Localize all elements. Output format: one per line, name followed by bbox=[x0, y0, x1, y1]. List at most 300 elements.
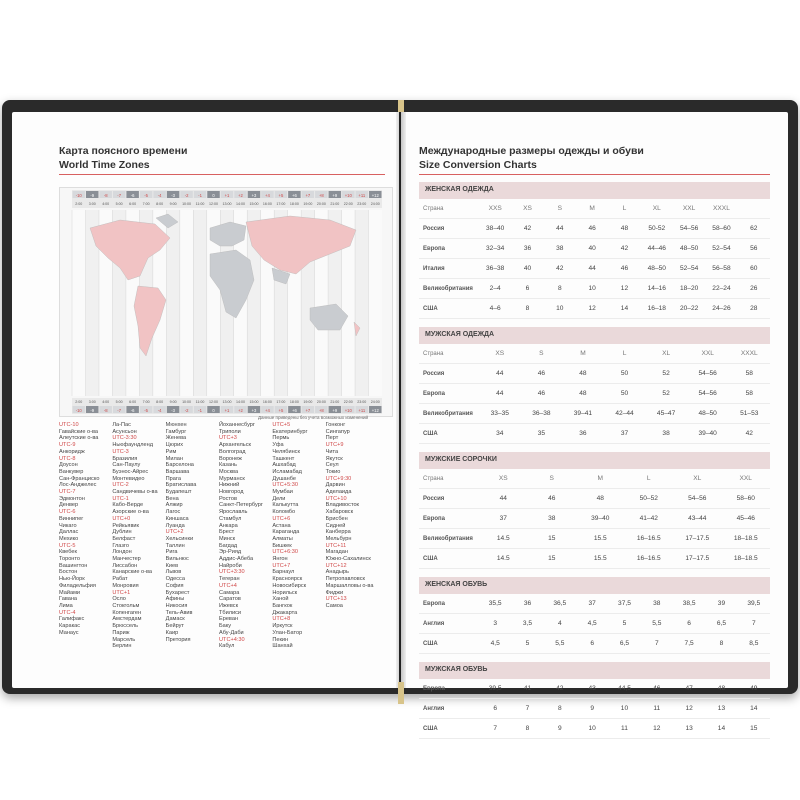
row-cells bbox=[479, 370, 770, 377]
city-name: Барселона bbox=[165, 462, 194, 469]
table-row bbox=[419, 259, 770, 279]
utc-offset-label: UTC+9 bbox=[325, 442, 344, 449]
size-cell: 42–44 bbox=[615, 410, 634, 417]
size-cell: 8 bbox=[719, 640, 724, 647]
city-name: Хельсинки bbox=[165, 535, 194, 542]
map-graphic bbox=[60, 188, 392, 416]
row-cells bbox=[479, 600, 770, 607]
city-name: Владивосток bbox=[325, 502, 360, 509]
row-label: Европа bbox=[423, 600, 445, 607]
city-name: Ханой bbox=[272, 596, 289, 603]
size-cell: 52–54 bbox=[712, 245, 731, 252]
top-offset-label: -10 bbox=[75, 193, 82, 198]
city-name: Гонконг bbox=[325, 422, 346, 428]
size-cell: 44 bbox=[496, 390, 504, 397]
top-offset-label: +1 bbox=[224, 193, 230, 198]
city-column bbox=[219, 422, 271, 650]
size-cell: 37 bbox=[499, 515, 507, 522]
size-cell: 7 bbox=[525, 705, 530, 712]
top-time-label: 14:00 bbox=[235, 202, 245, 206]
size-cell: 56 bbox=[750, 245, 758, 252]
city-name: Санкт-Петербург bbox=[218, 502, 263, 509]
city-name: Бангкок bbox=[272, 602, 293, 609]
top-time-label: 9:00 bbox=[169, 202, 177, 206]
size-cell: XL bbox=[693, 475, 702, 482]
city-name: Монтевидео bbox=[112, 475, 145, 482]
size-cell: 12 bbox=[620, 285, 629, 292]
utc-offset-label: UTC+8 bbox=[272, 616, 291, 623]
size-cell: 39,5 bbox=[488, 685, 502, 692]
city-name: Аделаида bbox=[325, 489, 352, 496]
size-cell: 42 bbox=[745, 430, 753, 437]
size-cell: 16–16.5 bbox=[636, 535, 661, 542]
row-label: Страна bbox=[423, 205, 444, 212]
city-name: Львов bbox=[165, 569, 182, 576]
left-page bbox=[12, 112, 399, 688]
row-label: Великобритания bbox=[423, 410, 473, 417]
bottom-time-label: 12:00 bbox=[209, 400, 219, 404]
city-name: Гавайские о-ва bbox=[59, 428, 98, 435]
size-cell: 15 bbox=[548, 535, 556, 542]
size-cell: 15.5 bbox=[593, 555, 607, 562]
city-name: Чита bbox=[325, 448, 339, 455]
city-name: Сан-Паулу bbox=[112, 462, 141, 469]
bottom-offset-label: -6 bbox=[130, 408, 135, 413]
city-name: Челябинск bbox=[272, 448, 300, 455]
city-name: Каракас bbox=[59, 623, 81, 630]
row-label: Европа bbox=[423, 685, 445, 692]
city-name: Улан-Батор bbox=[272, 629, 303, 636]
city-name: Лима bbox=[59, 602, 73, 609]
size-cell: 18–18.5 bbox=[733, 535, 758, 542]
bottom-time-label: 6:00 bbox=[129, 400, 137, 404]
table-row bbox=[419, 299, 770, 319]
city-name: Ижевск bbox=[218, 602, 239, 609]
size-cell: 17–17.5 bbox=[685, 555, 710, 562]
utc-offset-label: UTC+9:30 bbox=[325, 475, 352, 482]
size-cell: XXL bbox=[739, 475, 752, 482]
size-cell: XL bbox=[652, 205, 661, 212]
city-name: Одесса bbox=[165, 576, 185, 583]
bottom-offset-label: +8 bbox=[318, 408, 324, 413]
top-offset-label: +3 bbox=[251, 193, 257, 198]
city-name: Норильск bbox=[272, 589, 298, 596]
size-cell: 42 bbox=[556, 685, 564, 692]
row-cells bbox=[479, 410, 770, 417]
size-cell: XS bbox=[498, 475, 508, 482]
bottom-time-label: 16:00 bbox=[262, 400, 272, 404]
utc-offset-label: UTC+7 bbox=[272, 562, 291, 569]
city-name: Токио bbox=[325, 468, 341, 475]
bottom-time-label: 3:00 bbox=[88, 400, 96, 404]
utc-offset-label: UTC-8 bbox=[59, 455, 76, 462]
bottom-offset-label: +5 bbox=[278, 408, 284, 413]
city-name: Доусон bbox=[59, 462, 78, 469]
city-name: Лагос bbox=[165, 509, 181, 516]
city-name: Буэнос-Айрес bbox=[112, 468, 149, 475]
bottom-time-label: 24:00 bbox=[370, 400, 380, 404]
utc-offset-label: UTC+0 bbox=[112, 515, 131, 522]
city-name: Аддис-Абеба bbox=[218, 556, 254, 563]
utc-offset-label: UTC+4:30 bbox=[218, 636, 245, 643]
city-name: Киев bbox=[165, 562, 179, 569]
top-offset-label: +5 bbox=[278, 193, 284, 198]
table-row bbox=[419, 279, 770, 299]
size-cell: 14 bbox=[750, 705, 758, 712]
top-time-label: 6:00 bbox=[129, 202, 137, 206]
size-cell: 56–58 bbox=[712, 265, 731, 272]
city-name: Ростов bbox=[218, 495, 237, 502]
utc-offset-label: UTC+5:30 bbox=[272, 482, 298, 489]
city-name: Афины bbox=[165, 596, 185, 603]
size-cell: 44 bbox=[496, 370, 504, 377]
city-name: Никосия bbox=[165, 602, 188, 609]
size-cell: 37,5 bbox=[618, 600, 631, 607]
size-cell: 46 bbox=[548, 495, 556, 502]
size-cell: M bbox=[580, 350, 586, 357]
city-name: Барнаул bbox=[272, 569, 295, 576]
size-cell: 22–24 bbox=[712, 285, 731, 292]
row-label: США bbox=[423, 305, 438, 312]
bottom-offset-label: -2 bbox=[184, 408, 189, 413]
city-name: Уфа bbox=[272, 442, 284, 449]
city-name: Душанбе bbox=[272, 475, 296, 482]
city-name: Квебек bbox=[59, 549, 77, 556]
size-cell: S bbox=[549, 475, 554, 482]
bottom-time-label: 7:00 bbox=[142, 400, 150, 404]
size-cell: 14.5 bbox=[496, 535, 510, 542]
size-cell: 62 bbox=[750, 225, 758, 232]
top-offset-label: +11 bbox=[358, 193, 366, 198]
city-column bbox=[59, 422, 111, 650]
city-name: Ла-Пас bbox=[112, 422, 131, 428]
size-cell: 3,5 bbox=[522, 620, 533, 627]
utc-offset-label: UTC+10 bbox=[325, 495, 347, 502]
size-cell: L bbox=[622, 205, 627, 212]
city-name: Баку bbox=[218, 623, 232, 630]
top-offset-label: +4 bbox=[265, 193, 270, 198]
row-cells bbox=[479, 640, 770, 647]
city-name: Казань bbox=[218, 462, 237, 469]
size-cell: 38 bbox=[548, 515, 556, 522]
top-offset-label: -1 bbox=[198, 193, 202, 198]
table-row bbox=[419, 219, 770, 239]
top-time-label: 22:00 bbox=[343, 202, 353, 206]
city-name: Будапешт bbox=[165, 489, 192, 496]
city-list bbox=[59, 422, 379, 650]
size-cell: 37 bbox=[588, 600, 596, 607]
row-cells bbox=[479, 535, 770, 542]
size-cell: XXS bbox=[488, 205, 502, 212]
row-cells bbox=[479, 725, 770, 732]
city-name: Сеул bbox=[325, 462, 339, 469]
row-label: Великобритания bbox=[423, 535, 473, 542]
row-label: Великобритания bbox=[423, 285, 473, 292]
row-cells bbox=[479, 705, 770, 712]
utc-offset-label: UTC+3:30 bbox=[218, 569, 245, 576]
utc-offset-label: UTC+4 bbox=[218, 582, 237, 589]
size-cell: 48 bbox=[579, 390, 587, 397]
city-name: Киншаса bbox=[165, 515, 189, 522]
size-cell: 52 bbox=[662, 390, 670, 397]
size-cell: 50 bbox=[620, 390, 629, 397]
size-cell: 38,5 bbox=[682, 600, 696, 607]
city-name: Волгоград bbox=[218, 448, 246, 455]
top-time-label: 20:00 bbox=[316, 202, 326, 206]
size-cell: 60 bbox=[750, 265, 758, 272]
size-table bbox=[419, 327, 770, 444]
city-name: Лондон bbox=[112, 549, 132, 556]
city-name: Париж bbox=[112, 629, 130, 636]
city-name: Бухарест bbox=[165, 589, 190, 596]
utc-offset-label: UTC+11 bbox=[325, 542, 347, 549]
city-name: Анкара bbox=[218, 522, 238, 529]
top-offset-label: -8 bbox=[103, 193, 108, 198]
size-cell: 6 bbox=[590, 640, 594, 647]
city-name: Дамаск bbox=[165, 616, 185, 623]
row-cells bbox=[479, 265, 770, 272]
table-header-row bbox=[419, 344, 770, 364]
size-cell: 43 bbox=[588, 685, 596, 692]
utc-offset-label: UTC-6 bbox=[59, 509, 76, 516]
size-cell: 15 bbox=[750, 725, 758, 732]
city-name: Нью-Йорк bbox=[59, 576, 85, 583]
table-title: МУЖСКИЕ СОРОЧКИ bbox=[419, 452, 770, 469]
size-cell: 39–40 bbox=[591, 515, 610, 522]
size-cell: 46 bbox=[537, 390, 546, 397]
top-offset-label: +7 bbox=[305, 193, 311, 198]
size-cell: XXXL bbox=[740, 350, 758, 357]
size-cell: 42 bbox=[620, 245, 629, 252]
city-name: Торонто bbox=[59, 556, 81, 563]
size-cell: 11 bbox=[653, 705, 661, 712]
city-name: Виннипег bbox=[59, 515, 84, 522]
city-name: Бейрут bbox=[165, 623, 184, 630]
size-cell: 49 bbox=[750, 685, 758, 692]
row-cells bbox=[479, 285, 770, 292]
city-name: Прага bbox=[165, 475, 181, 482]
row-label: Россия bbox=[423, 370, 445, 377]
city-name: Петропавловск bbox=[325, 576, 365, 583]
city-name: Воронеж bbox=[218, 455, 242, 462]
city-name: Маршалловы о-ва bbox=[325, 582, 374, 589]
size-cell: 50–52 bbox=[639, 495, 658, 502]
size-cell: M bbox=[597, 475, 603, 482]
size-cell: 16–18 bbox=[647, 305, 666, 312]
city-name: Канарские о-ва bbox=[112, 569, 153, 576]
city-name: Анкоридж bbox=[59, 448, 85, 455]
city-name: Архангельск bbox=[218, 442, 251, 449]
size-cell: 36–38 bbox=[532, 410, 551, 417]
title-underline bbox=[59, 174, 385, 175]
size-cell: 47 bbox=[685, 685, 693, 692]
table-title: МУЖСКАЯ ОДЕЖДА bbox=[419, 327, 770, 344]
row-cells bbox=[479, 475, 770, 482]
bottom-time-label: 21:00 bbox=[330, 400, 340, 404]
size-cell: 24–26 bbox=[712, 305, 731, 312]
table-row bbox=[419, 489, 770, 509]
size-cell: 12 bbox=[588, 305, 596, 312]
table-row bbox=[419, 239, 770, 259]
city-name: Брисбен bbox=[325, 515, 348, 522]
row-cells bbox=[479, 390, 770, 397]
size-cell: 5,5 bbox=[555, 640, 565, 647]
utc-offset-label: UTC+5 bbox=[272, 422, 291, 428]
top-time-label: 19:00 bbox=[303, 202, 313, 206]
city-column bbox=[166, 422, 218, 650]
size-table bbox=[419, 452, 770, 569]
city-name: Вашингтон bbox=[59, 562, 88, 569]
utc-offset-label: UTC+6:30 bbox=[272, 549, 298, 556]
size-cell: 46 bbox=[653, 685, 661, 692]
top-time-label: 21:00 bbox=[330, 202, 340, 206]
city-name: Триполи bbox=[218, 428, 241, 435]
utc-offset-label: UTC+1 bbox=[112, 589, 131, 596]
bottom-time-label: 18:00 bbox=[289, 400, 299, 404]
size-cell: 48 bbox=[596, 495, 604, 502]
city-name: Самара bbox=[218, 589, 240, 596]
city-name: Рим bbox=[165, 448, 177, 455]
size-cell: 33–35 bbox=[490, 410, 509, 417]
city-name: Ашхабад bbox=[272, 462, 296, 469]
size-cell: S bbox=[557, 205, 563, 212]
top-offset-label: -4 bbox=[157, 193, 162, 198]
city-name: Галифакс bbox=[59, 616, 85, 623]
size-cell: 54–56 bbox=[688, 495, 707, 502]
bottom-offset-label: +3 bbox=[251, 408, 257, 413]
city-name: Алеутские о-ва bbox=[59, 435, 99, 442]
size-cell: 13 bbox=[717, 705, 726, 712]
city-name: Кабул bbox=[218, 643, 235, 650]
utc-offset-label: UTC-9 bbox=[59, 442, 76, 449]
top-time-label: 12:00 bbox=[209, 202, 219, 206]
size-cell: 6,5 bbox=[619, 640, 630, 647]
size-cell: 44–46 bbox=[647, 245, 666, 252]
city-name: Стамбул bbox=[218, 515, 242, 522]
bottom-offset-label: -5 bbox=[144, 408, 148, 413]
bottom-time-label: 4:00 bbox=[102, 400, 110, 404]
city-name: Марсель bbox=[112, 636, 136, 643]
zone-stripe bbox=[72, 210, 85, 396]
row-label: Страна bbox=[423, 350, 444, 357]
row-cells bbox=[479, 205, 770, 212]
bottom-time-label: 8:00 bbox=[156, 400, 164, 404]
bottom-offset-label: -8 bbox=[103, 408, 108, 413]
utc-offset-label: UTC-7 bbox=[59, 489, 76, 496]
city-name: Шанхай bbox=[272, 643, 293, 650]
bottom-offset-label: +12 bbox=[371, 408, 379, 413]
bottom-offset-label: -4 bbox=[157, 408, 162, 413]
size-cell: 4–6 bbox=[489, 305, 501, 312]
city-name: Екатеринбург bbox=[272, 428, 308, 435]
size-cell: 35 bbox=[537, 430, 546, 437]
city-name: Претория bbox=[165, 636, 191, 643]
city-name: Мюнхен bbox=[165, 422, 187, 428]
bottom-time-label: 22:00 bbox=[343, 400, 353, 404]
city-name: Азорские о-ва bbox=[112, 509, 149, 516]
city-column bbox=[112, 422, 164, 650]
table-row bbox=[419, 404, 770, 424]
row-label: США bbox=[423, 725, 438, 732]
size-cell: L bbox=[646, 475, 651, 482]
city-name: Таллин bbox=[165, 542, 185, 549]
bottom-time-label: 11:00 bbox=[195, 400, 205, 404]
page-title-en: World Time Zones bbox=[59, 159, 150, 171]
city-name: Гавана bbox=[59, 596, 78, 603]
size-cell: 15.5 bbox=[593, 535, 607, 542]
utc-offset-label: UTC+3 bbox=[218, 435, 237, 442]
size-cell: 46 bbox=[620, 265, 629, 272]
city-name: Якутск bbox=[325, 455, 343, 462]
city-name: София bbox=[165, 582, 184, 589]
row-cells bbox=[479, 245, 770, 252]
title-underline bbox=[419, 174, 770, 175]
city-name: Каир bbox=[165, 629, 179, 636]
city-name: Эдмонтон bbox=[59, 495, 85, 502]
top-offset-label: +2 bbox=[238, 193, 243, 198]
size-cell: 36 bbox=[523, 600, 532, 607]
city-name: Сидней bbox=[325, 522, 346, 529]
size-cell: 46 bbox=[537, 370, 546, 377]
row-cells bbox=[479, 305, 770, 312]
size-cell: 38 bbox=[556, 245, 564, 252]
table-header-row bbox=[419, 199, 770, 219]
bottom-time-label: 14:00 bbox=[235, 400, 245, 404]
world-time-zone-map bbox=[59, 187, 393, 417]
bottom-time-label: 5:00 bbox=[115, 400, 123, 404]
bookmark-ribbon bbox=[398, 682, 404, 704]
bottom-offset-label: +9 bbox=[332, 408, 338, 413]
city-name: Лос-Анджелес bbox=[59, 482, 97, 489]
city-name: Бостон bbox=[59, 569, 78, 576]
zone-stripe bbox=[193, 210, 206, 396]
size-cell: 34 bbox=[496, 430, 504, 437]
utc-offset-label: UTC+2 bbox=[165, 529, 184, 536]
bottom-offset-label: +7 bbox=[305, 408, 311, 413]
city-name: Брест bbox=[218, 529, 235, 536]
size-cell: 44 bbox=[588, 265, 596, 272]
city-name: Амстердам bbox=[112, 616, 142, 623]
size-cell: 58 bbox=[745, 370, 753, 377]
book-spine bbox=[396, 112, 406, 688]
city-name: Дели bbox=[272, 495, 286, 502]
city-name: Луанда bbox=[165, 522, 185, 529]
city-name: Коломбо bbox=[272, 509, 296, 516]
size-cell: 42 bbox=[556, 265, 564, 272]
size-cell: 6,5 bbox=[716, 620, 727, 627]
city-name: Мурманск bbox=[218, 475, 245, 482]
bottom-time-label: 19:00 bbox=[303, 400, 313, 404]
city-column bbox=[326, 422, 378, 650]
top-time-label: 13:00 bbox=[222, 202, 232, 206]
size-cell: 54–56 bbox=[698, 370, 717, 377]
size-cell: 50 bbox=[620, 370, 629, 377]
size-table bbox=[419, 662, 770, 739]
row-label: Италия bbox=[423, 265, 445, 272]
size-cell: 39,5 bbox=[747, 600, 761, 607]
city-name: Кабо-Верде bbox=[112, 502, 144, 509]
row-label: Англия bbox=[423, 705, 445, 712]
top-offset-label: +6 bbox=[292, 193, 297, 198]
city-name: Тегеран bbox=[218, 576, 240, 583]
row-label: США bbox=[423, 555, 438, 562]
size-cell: 15 bbox=[548, 555, 556, 562]
city-name: Вильнюс bbox=[165, 556, 189, 563]
bottom-offset-label: 0 bbox=[212, 408, 215, 413]
size-cell: 8 bbox=[525, 305, 530, 312]
city-name: Калькутта bbox=[272, 502, 299, 509]
size-cell: 58–60 bbox=[712, 225, 731, 232]
